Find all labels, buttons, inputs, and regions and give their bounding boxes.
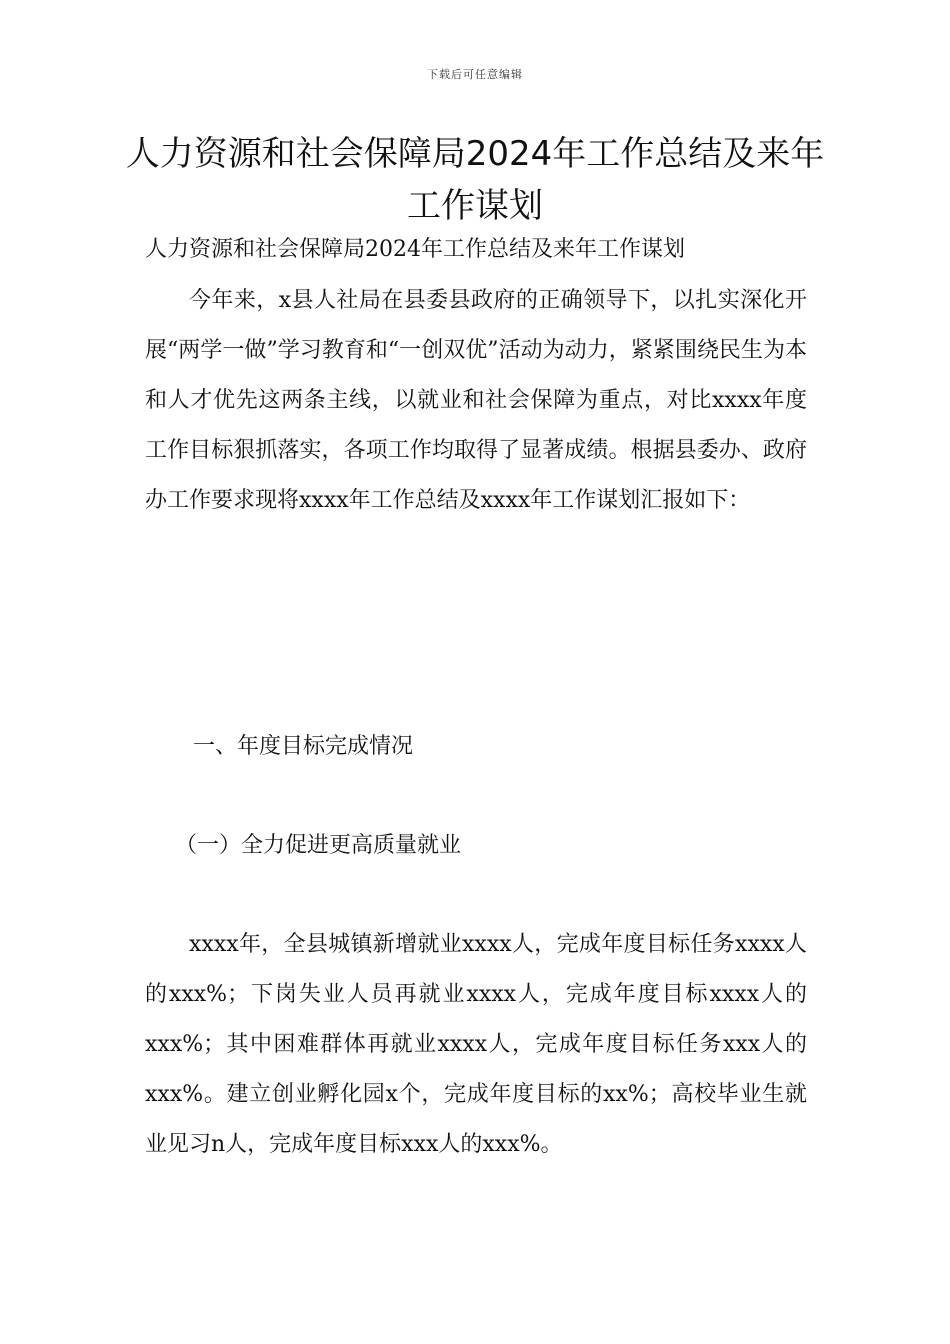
document-subtitle: 人力资源和社会保障局2024年工作总结及来年工作谋划 [145, 237, 685, 262]
employment-paragraph: xxxx年，全县城镇新增就业xxxx人，完成年度目标任务xxxx人的xxx%；下岗失业人员再就业xxxx人，完成年度目标xxxx人的xxx%；其中困难群体再就业xxxx人，完成年度目标任务xxx人的xxx%。建立创业孵化园x个，完成年度目标的xx%；高校毕业生就业见习n人，完成年度目标xxx人的xxx%。 [145, 932, 807, 1157]
intro-paragraph: 今年来，x县人社局在县委县政府的正确领导下，以扎实深化开展“两学一做”学习教育和“一创双优”活动为动力，紧紧围绕民生为本和人才优先这两条主线，以就业和社会保障为重点，对比xxxx年度工作目标狠抓落实，各项工作均取得了显著成绩。根据县委办、政府办工作要求现将xxxx年工作总结及xxxx年工作谋划汇报如下： [145, 288, 807, 513]
document-title: 人力资源和社会保障局2024年工作总结及来年工作谋划 [125, 134, 825, 226]
subsection-heading-employment: （一）全力促进更高质量就业 [175, 833, 462, 858]
section-heading-annual-targets: 一、年度目标完成情况 [193, 734, 414, 759]
header-note: 下载后可任意编辑 [427, 68, 523, 81]
